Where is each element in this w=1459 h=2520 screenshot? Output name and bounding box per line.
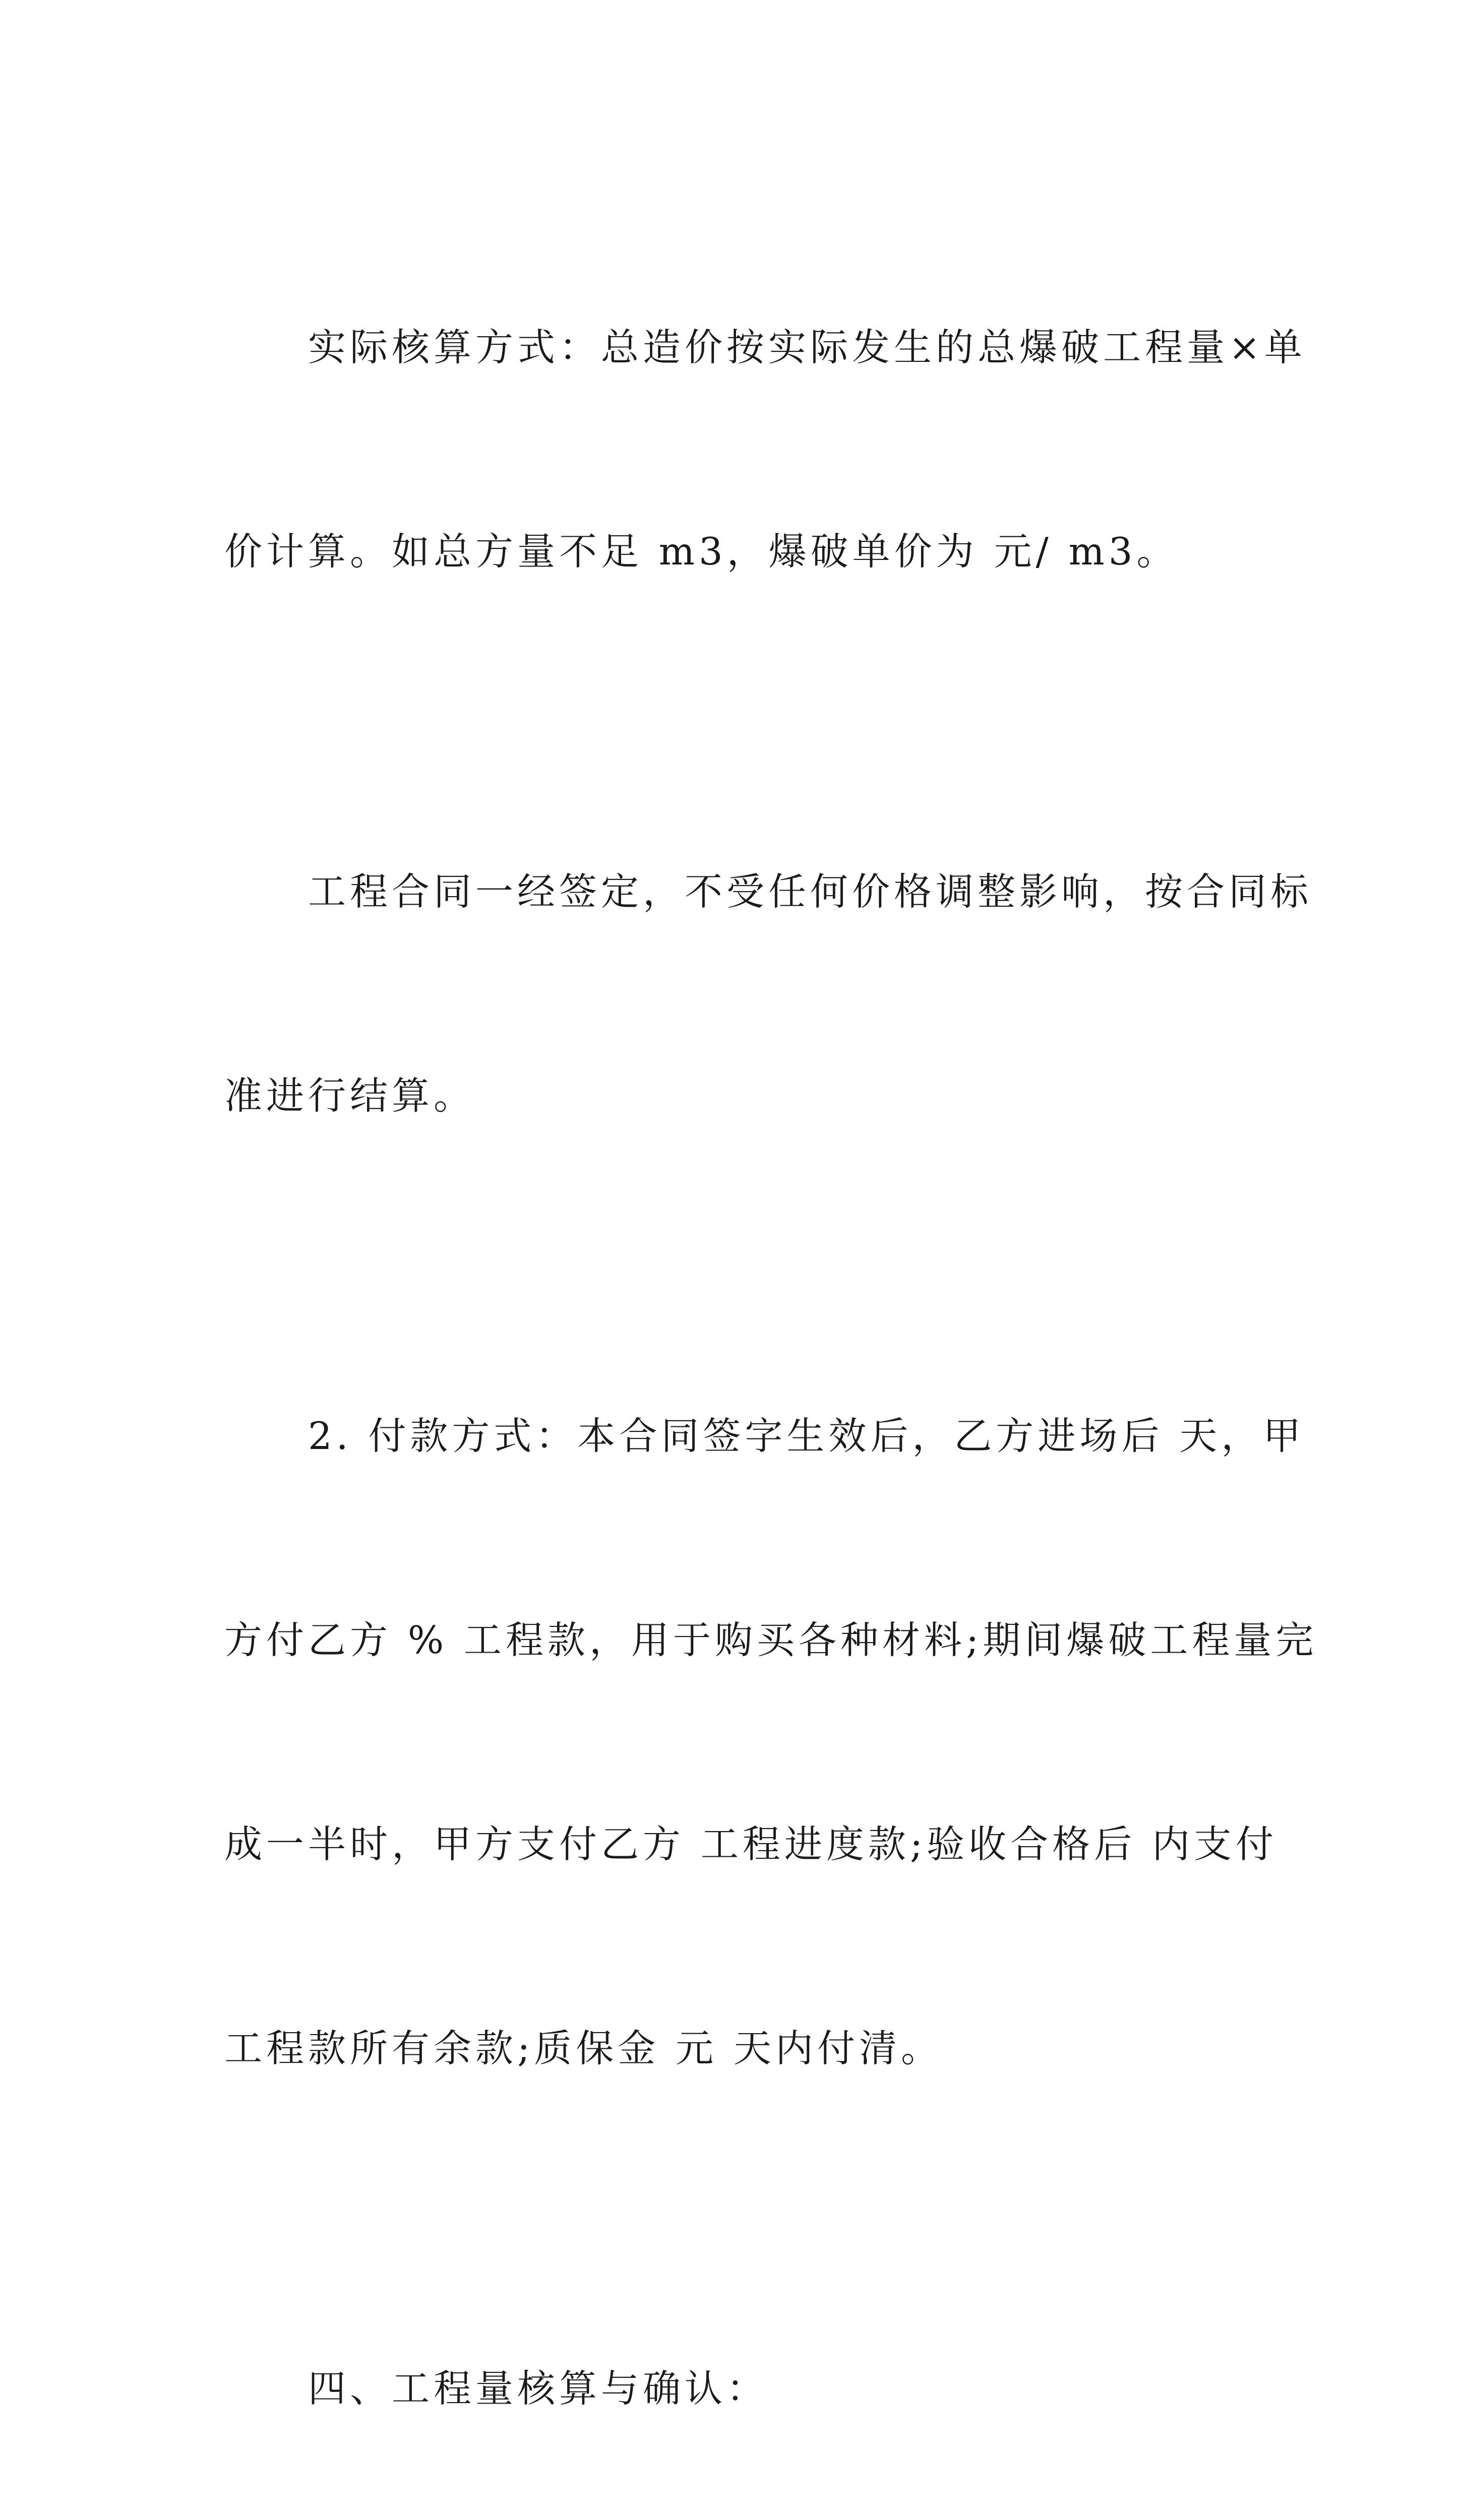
section-heading-quantity: [224, 2219, 1263, 2520]
paragraph-settlement-method: [224, 177, 1306, 722]
paragraph-payment-method: [224, 1266, 1318, 2219]
text-line: 2. 付款方式：本合同签字生效后，乙方进场后 天，甲: [308, 1414, 1305, 1458]
paragraph-contract-price: [224, 722, 1313, 1266]
document-body: [224, 177, 1318, 2520]
text-line: 价计算。如总方量不足 m3，爆破单价为 元/ m3。: [224, 529, 1179, 574]
text-line: 四、工程量核算与确认：: [308, 2366, 769, 2411]
text-line: 方付乙方 % 工程款，用于购买各种材料;期间爆破工程量完: [224, 1618, 1318, 1662]
text-line: 准进行结算。: [224, 1074, 476, 1118]
text-line: 工程合同一经签定，不受任何价格调整影响，按合同标: [308, 869, 1313, 914]
text-line: 成一半时，甲方支付乙方 工程进度款;验收合格后 内支付: [224, 1822, 1278, 1866]
text-line: 实际核算方式：总造价按实际发生的总爆破工程量×单: [308, 325, 1306, 369]
text-line: 工程款所有余款;质保金 元 天内付清。: [224, 2026, 943, 2070]
